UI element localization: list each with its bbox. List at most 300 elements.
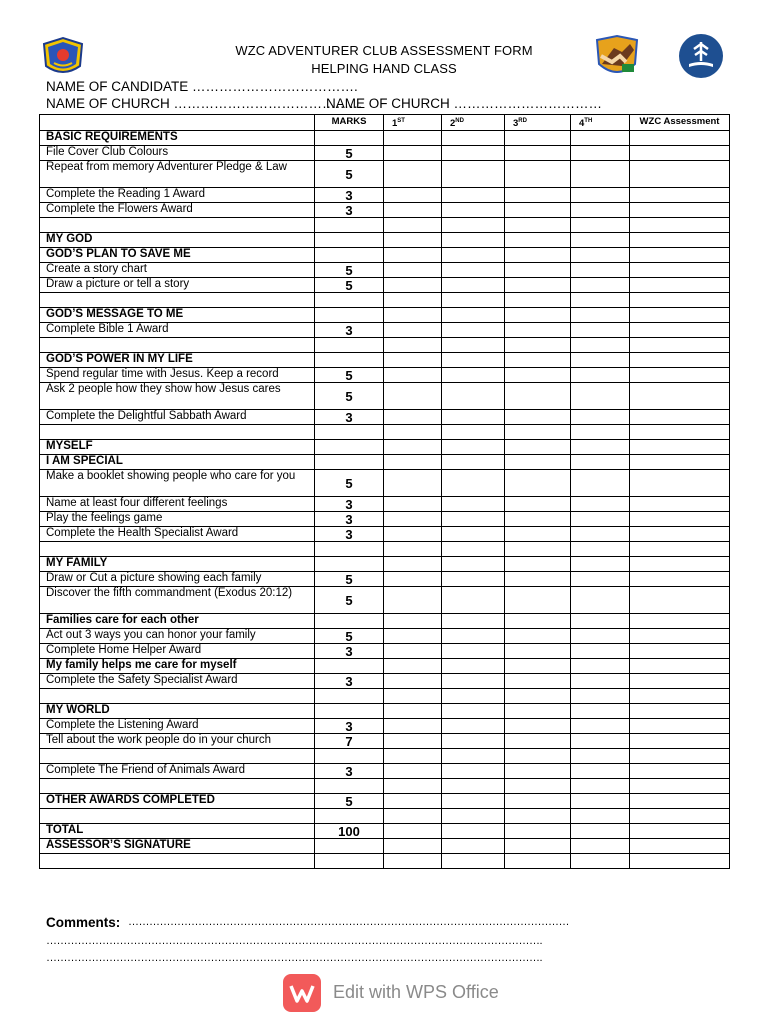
wzc-score-cell[interactable] [630, 161, 730, 188]
first-score-cell[interactable] [384, 644, 442, 659]
fourth-score-cell[interactable] [571, 203, 630, 218]
first-score-cell[interactable] [384, 689, 442, 704]
marks-cell: 5 [315, 161, 384, 188]
second-score-cell[interactable] [442, 719, 505, 734]
first-score-cell[interactable] [384, 161, 442, 188]
third-score-cell[interactable] [505, 203, 571, 218]
fourth-score-cell[interactable] [571, 512, 630, 527]
third-score-cell[interactable] [505, 512, 571, 527]
third-score-cell[interactable] [505, 218, 571, 233]
third-score-cell[interactable] [505, 764, 571, 779]
table-row [40, 749, 730, 764]
fourth-score-cell[interactable] [571, 308, 630, 323]
first-score-cell[interactable] [384, 278, 442, 293]
third-score-cell[interactable] [505, 674, 571, 689]
fourth-score-cell[interactable] [571, 263, 630, 278]
table-row [40, 704, 730, 719]
first-score-cell[interactable] [384, 218, 442, 233]
first-score-cell[interactable] [384, 188, 442, 203]
requirement-cell: Name at least four different feelings [40, 497, 315, 512]
marks-cell [315, 425, 384, 440]
third-score-cell[interactable] [505, 587, 571, 614]
wzc-score-cell[interactable] [630, 497, 730, 512]
second-score-cell[interactable] [442, 308, 505, 323]
requirement-cell: Spend regular time with Jesus. Keep a record [40, 368, 315, 383]
wzc-score-cell[interactable] [630, 146, 730, 161]
wzc-score-cell[interactable] [630, 719, 730, 734]
fourth-score-cell[interactable] [571, 629, 630, 644]
third-score-cell[interactable] [505, 659, 571, 674]
first-score-cell[interactable] [384, 131, 442, 146]
second-score-cell[interactable] [442, 734, 505, 749]
wzc-score-cell[interactable] [630, 512, 730, 527]
fourth-score-cell[interactable] [571, 794, 630, 809]
first-score-cell[interactable] [384, 674, 442, 689]
first-score-cell[interactable] [384, 323, 442, 338]
wzc-score-cell[interactable] [630, 749, 730, 764]
fourth-score-cell[interactable] [571, 764, 630, 779]
table-row [40, 131, 730, 146]
second-score-cell[interactable] [442, 338, 505, 353]
third-score-cell[interactable] [505, 854, 571, 869]
third-score-cell[interactable] [505, 719, 571, 734]
table-row [40, 839, 730, 854]
wzc-score-cell[interactable] [630, 248, 730, 263]
wzc-score-cell[interactable] [630, 542, 730, 557]
wzc-score-cell[interactable] [630, 338, 730, 353]
fourth-score-cell[interactable] [571, 557, 630, 572]
second-score-cell[interactable] [442, 854, 505, 869]
second-score-cell[interactable] [442, 572, 505, 587]
fourth-score-cell[interactable] [571, 455, 630, 470]
fourth-score-cell[interactable] [571, 542, 630, 557]
fourth-score-cell[interactable] [571, 161, 630, 188]
fourth-score-cell[interactable] [571, 809, 630, 824]
wzc-score-cell[interactable] [630, 218, 730, 233]
marks-cell: 3 [315, 527, 384, 542]
second-score-cell[interactable] [442, 368, 505, 383]
fourth-score-cell[interactable] [571, 368, 630, 383]
comments-label: Comments: [46, 915, 121, 930]
first-score-cell[interactable] [384, 824, 442, 839]
first-score-cell[interactable] [384, 146, 442, 161]
fourth-score-cell[interactable] [571, 410, 630, 425]
fourth-score-cell[interactable] [571, 734, 630, 749]
marks-cell [315, 293, 384, 308]
third-score-cell[interactable] [505, 572, 571, 587]
second-score-cell[interactable] [442, 188, 505, 203]
second-score-cell[interactable] [442, 659, 505, 674]
second-score-cell[interactable] [442, 218, 505, 233]
first-score-cell[interactable] [384, 557, 442, 572]
table-row [40, 278, 730, 293]
first-score-cell[interactable] [384, 542, 442, 557]
wzc-score-cell[interactable] [630, 527, 730, 542]
wzc-score-cell[interactable] [630, 263, 730, 278]
wzc-score-cell[interactable] [630, 794, 730, 809]
third-score-cell[interactable] [505, 293, 571, 308]
third-score-cell[interactable] [505, 455, 571, 470]
marks-cell [315, 689, 384, 704]
wzc-score-cell[interactable] [630, 779, 730, 794]
requirement-cell: Tell about the work people do in your church [40, 734, 315, 749]
first-score-cell[interactable] [384, 512, 442, 527]
fourth-score-cell[interactable] [571, 323, 630, 338]
marks-cell [315, 839, 384, 854]
second-score-cell[interactable] [442, 779, 505, 794]
first-score-cell[interactable] [384, 203, 442, 218]
table-row [40, 764, 730, 779]
first-score-cell[interactable] [384, 497, 442, 512]
wzc-score-cell[interactable] [630, 353, 730, 368]
third-score-cell[interactable] [505, 188, 571, 203]
third-score-cell[interactable] [505, 527, 571, 542]
marks-cell [315, 440, 384, 455]
fourth-score-cell[interactable] [571, 719, 630, 734]
first-score-cell[interactable] [384, 614, 442, 629]
second-score-cell[interactable] [442, 278, 505, 293]
wzc-score-cell[interactable] [630, 734, 730, 749]
third-score-cell[interactable] [505, 689, 571, 704]
wzc-score-cell[interactable] [630, 809, 730, 824]
first-score-cell[interactable] [384, 308, 442, 323]
first-score-cell[interactable] [384, 587, 442, 614]
wzc-score-cell[interactable] [630, 572, 730, 587]
fourth-score-cell[interactable] [571, 644, 630, 659]
second-score-cell[interactable] [442, 512, 505, 527]
requirement-cell: Complete the Delightful Sabbath Award [40, 410, 315, 425]
first-score-cell[interactable] [384, 248, 442, 263]
third-score-cell[interactable] [505, 779, 571, 794]
first-score-cell[interactable] [384, 368, 442, 383]
third-score-cell[interactable] [505, 323, 571, 338]
second-score-cell[interactable] [442, 764, 505, 779]
second-score-cell[interactable] [442, 689, 505, 704]
wzc-score-cell[interactable] [630, 308, 730, 323]
third-score-cell[interactable] [505, 809, 571, 824]
third-score-cell[interactable] [505, 278, 571, 293]
fourth-score-cell[interactable] [571, 839, 630, 854]
wzc-score-cell[interactable] [630, 824, 730, 839]
requirement-cell: Complete the Flowers Award [40, 203, 315, 218]
fourth-score-cell[interactable] [571, 383, 630, 410]
comments-line-1[interactable]: ……………………………………………………………………………………………………………… [128, 916, 569, 928]
requirement-cell [40, 338, 315, 353]
marks-cell [315, 338, 384, 353]
second-score-cell[interactable] [442, 383, 505, 410]
wzc-score-cell[interactable] [630, 455, 730, 470]
second-score-cell[interactable] [442, 614, 505, 629]
wzc-score-cell[interactable] [630, 323, 730, 338]
wzc-score-cell[interactable] [630, 659, 730, 674]
wzc-score-cell[interactable] [630, 854, 730, 869]
third-score-cell[interactable] [505, 410, 571, 425]
wzc-score-cell[interactable] [630, 674, 730, 689]
table-row [40, 425, 730, 440]
second-score-cell[interactable] [442, 824, 505, 839]
second-score-cell[interactable] [442, 161, 505, 188]
third-score-cell[interactable] [505, 353, 571, 368]
first-score-cell[interactable] [384, 839, 442, 854]
marks-column-header: MARKS [315, 115, 384, 131]
second-score-cell[interactable] [442, 470, 505, 497]
first-score-cell[interactable] [384, 263, 442, 278]
marks-cell [315, 614, 384, 629]
first-score-cell[interactable] [384, 410, 442, 425]
requirement-cell: BASIC REQUIREMENTS [40, 131, 315, 146]
third-score-cell[interactable] [505, 542, 571, 557]
third-score-cell[interactable] [505, 839, 571, 854]
fourth-score-cell[interactable] [571, 779, 630, 794]
fourth-score-cell[interactable] [571, 278, 630, 293]
marks-cell: 5 [315, 368, 384, 383]
third-score-cell[interactable] [505, 161, 571, 188]
first-score-cell[interactable] [384, 629, 442, 644]
wzc-score-cell[interactable] [630, 203, 730, 218]
fourth-score-cell[interactable] [571, 293, 630, 308]
first-column-header: 1ST [384, 115, 442, 131]
third-score-cell[interactable] [505, 338, 571, 353]
second-score-cell[interactable] [442, 587, 505, 614]
wzc-score-cell[interactable] [630, 629, 730, 644]
second-score-cell[interactable] [442, 203, 505, 218]
first-score-cell[interactable] [384, 440, 442, 455]
church-name-line-2[interactable]: NAME OF CHURCH …………………………… [326, 96, 602, 111]
wzc-score-cell[interactable] [630, 440, 730, 455]
second-score-cell[interactable] [442, 323, 505, 338]
fourth-score-cell[interactable] [571, 749, 630, 764]
first-score-cell[interactable] [384, 470, 442, 497]
requirement-cell [40, 293, 315, 308]
third-score-cell[interactable] [505, 383, 571, 410]
table-row [40, 233, 730, 248]
third-score-cell[interactable] [505, 233, 571, 248]
fourth-score-cell[interactable] [571, 131, 630, 146]
first-score-cell[interactable] [384, 425, 442, 440]
marks-cell: 3 [315, 719, 384, 734]
fourth-score-cell[interactable] [571, 470, 630, 497]
candidate-name-line[interactable]: NAME OF CANDIDATE ………………………………. [46, 79, 358, 94]
fourth-score-cell[interactable] [571, 854, 630, 869]
fourth-score-cell[interactable] [571, 425, 630, 440]
marks-cell: 5 [315, 629, 384, 644]
wzc-score-cell[interactable] [630, 839, 730, 854]
fourth-score-cell[interactable] [571, 824, 630, 839]
table-row [40, 218, 730, 233]
second-score-cell[interactable] [442, 233, 505, 248]
second-score-cell[interactable] [442, 146, 505, 161]
second-score-cell[interactable] [442, 839, 505, 854]
third-score-cell[interactable] [505, 131, 571, 146]
first-score-cell[interactable] [384, 659, 442, 674]
table-row [40, 824, 730, 839]
fourth-score-cell[interactable] [571, 338, 630, 353]
first-score-cell[interactable] [384, 809, 442, 824]
second-score-cell[interactable] [442, 749, 505, 764]
wzc-score-cell[interactable] [630, 425, 730, 440]
third-score-cell[interactable] [505, 749, 571, 764]
marks-cell [315, 659, 384, 674]
table-row [40, 338, 730, 353]
second-score-cell[interactable] [442, 248, 505, 263]
third-score-cell[interactable] [505, 497, 571, 512]
third-score-cell[interactable] [505, 644, 571, 659]
fourth-score-cell[interactable] [571, 353, 630, 368]
marks-cell [315, 704, 384, 719]
table-row [40, 557, 730, 572]
first-score-cell[interactable] [384, 527, 442, 542]
third-score-cell[interactable] [505, 629, 571, 644]
fourth-score-cell[interactable] [571, 704, 630, 719]
requirement-cell: OTHER AWARDS COMPLETED [40, 794, 315, 809]
first-score-cell[interactable] [384, 383, 442, 410]
requirement-cell: Complete Home Helper Award [40, 644, 315, 659]
first-score-cell[interactable] [384, 353, 442, 368]
third-score-cell[interactable] [505, 824, 571, 839]
third-score-cell[interactable] [505, 146, 571, 161]
wzc-score-cell[interactable] [630, 233, 730, 248]
third-score-cell[interactable] [505, 308, 571, 323]
wzc-score-cell[interactable] [630, 410, 730, 425]
wzc-score-cell[interactable] [630, 614, 730, 629]
third-score-cell[interactable] [505, 794, 571, 809]
wzc-score-cell[interactable] [630, 188, 730, 203]
wzc-score-cell[interactable] [630, 368, 730, 383]
wzc-score-cell[interactable] [630, 131, 730, 146]
second-score-cell[interactable] [442, 704, 505, 719]
wzc-score-cell[interactable] [630, 689, 730, 704]
table-row [40, 248, 730, 263]
second-score-cell[interactable] [442, 455, 505, 470]
table-row [40, 659, 730, 674]
first-score-cell[interactable] [384, 338, 442, 353]
fourth-score-cell[interactable] [571, 188, 630, 203]
table-row [40, 470, 730, 497]
first-score-cell[interactable] [384, 719, 442, 734]
fourth-score-cell[interactable] [571, 497, 630, 512]
wzc-score-cell[interactable] [630, 764, 730, 779]
third-score-cell[interactable] [505, 734, 571, 749]
table-row [40, 263, 730, 278]
first-score-cell[interactable] [384, 572, 442, 587]
requirement-cell: Draw or Cut a picture showing each family [40, 572, 315, 587]
fourth-score-cell[interactable] [571, 674, 630, 689]
fourth-score-cell[interactable] [571, 689, 630, 704]
first-score-cell[interactable] [384, 233, 442, 248]
church-name-line-1[interactable]: NAME OF CHURCH …………………………………… [46, 96, 363, 111]
second-score-cell[interactable] [442, 557, 505, 572]
wzc-score-cell[interactable] [630, 383, 730, 410]
marks-cell: 5 [315, 587, 384, 614]
second-score-cell[interactable] [442, 794, 505, 809]
fourth-score-cell[interactable] [571, 146, 630, 161]
requirement-cell: MY GOD [40, 233, 315, 248]
wzc-score-cell[interactable] [630, 644, 730, 659]
marks-cell: 5 [315, 278, 384, 293]
requirement-cell: GOD’S PLAN TO SAVE ME [40, 248, 315, 263]
requirement-cell: Complete the Listening Award [40, 719, 315, 734]
wzc-score-cell[interactable] [630, 587, 730, 614]
second-score-cell[interactable] [442, 353, 505, 368]
wzc-score-cell[interactable] [630, 704, 730, 719]
wzc-score-cell[interactable] [630, 557, 730, 572]
fourth-score-cell[interactable] [571, 233, 630, 248]
third-score-cell[interactable] [505, 614, 571, 629]
first-score-cell[interactable] [384, 455, 442, 470]
second-score-cell[interactable] [442, 674, 505, 689]
wzc-score-cell[interactable] [630, 293, 730, 308]
fourth-score-cell[interactable] [571, 659, 630, 674]
first-score-cell[interactable] [384, 779, 442, 794]
requirement-cell [40, 689, 315, 704]
first-score-cell[interactable] [384, 734, 442, 749]
wzc-score-cell[interactable] [630, 278, 730, 293]
third-score-cell[interactable] [505, 470, 571, 497]
fourth-score-cell[interactable] [571, 614, 630, 629]
second-score-cell[interactable] [442, 527, 505, 542]
second-score-cell[interactable] [442, 293, 505, 308]
first-score-cell[interactable] [384, 293, 442, 308]
requirement-cell: TOTAL [40, 824, 315, 839]
first-score-cell[interactable] [384, 764, 442, 779]
second-score-cell[interactable] [442, 425, 505, 440]
requirement-column-header [40, 115, 315, 131]
third-score-cell[interactable] [505, 263, 571, 278]
edit-with-wps-button[interactable] [283, 974, 523, 1012]
first-score-cell[interactable] [384, 794, 442, 809]
marks-cell: 3 [315, 203, 384, 218]
requirement-cell [40, 779, 315, 794]
comments-line-3[interactable]: ……………………………………………………………………………………………………………………………. [46, 952, 543, 964]
marks-cell [315, 809, 384, 824]
first-score-cell[interactable] [384, 704, 442, 719]
second-score-cell[interactable] [442, 263, 505, 278]
third-score-cell[interactable] [505, 368, 571, 383]
marks-cell: 3 [315, 410, 384, 425]
third-score-cell[interactable] [505, 704, 571, 719]
wzc-score-cell[interactable] [630, 470, 730, 497]
fourth-score-cell[interactable] [571, 527, 630, 542]
first-score-cell[interactable] [384, 854, 442, 869]
third-score-cell[interactable] [505, 440, 571, 455]
marks-cell [315, 308, 384, 323]
table-row [40, 572, 730, 587]
marks-cell [315, 749, 384, 764]
wzc-assessment-column-header: WZC Assessment [630, 115, 730, 131]
second-score-cell[interactable] [442, 410, 505, 425]
third-score-cell[interactable] [505, 557, 571, 572]
fourth-score-cell[interactable] [571, 587, 630, 614]
second-score-cell[interactable] [442, 440, 505, 455]
fourth-score-cell[interactable] [571, 440, 630, 455]
fourth-score-cell[interactable] [571, 572, 630, 587]
marks-cell: 3 [315, 323, 384, 338]
second-score-cell[interactable] [442, 809, 505, 824]
second-score-cell[interactable] [442, 629, 505, 644]
fourth-score-cell[interactable] [571, 218, 630, 233]
second-score-cell[interactable] [442, 497, 505, 512]
first-score-cell[interactable] [384, 749, 442, 764]
table-row [40, 497, 730, 512]
fourth-score-cell[interactable] [571, 248, 630, 263]
comments-line-2[interactable]: ……………………………………………………………………………………………………………………………. [46, 935, 543, 947]
second-score-cell[interactable] [442, 542, 505, 557]
second-score-cell[interactable] [442, 131, 505, 146]
third-score-cell[interactable] [505, 248, 571, 263]
table-row [40, 689, 730, 704]
second-score-cell[interactable] [442, 644, 505, 659]
third-score-cell[interactable] [505, 425, 571, 440]
